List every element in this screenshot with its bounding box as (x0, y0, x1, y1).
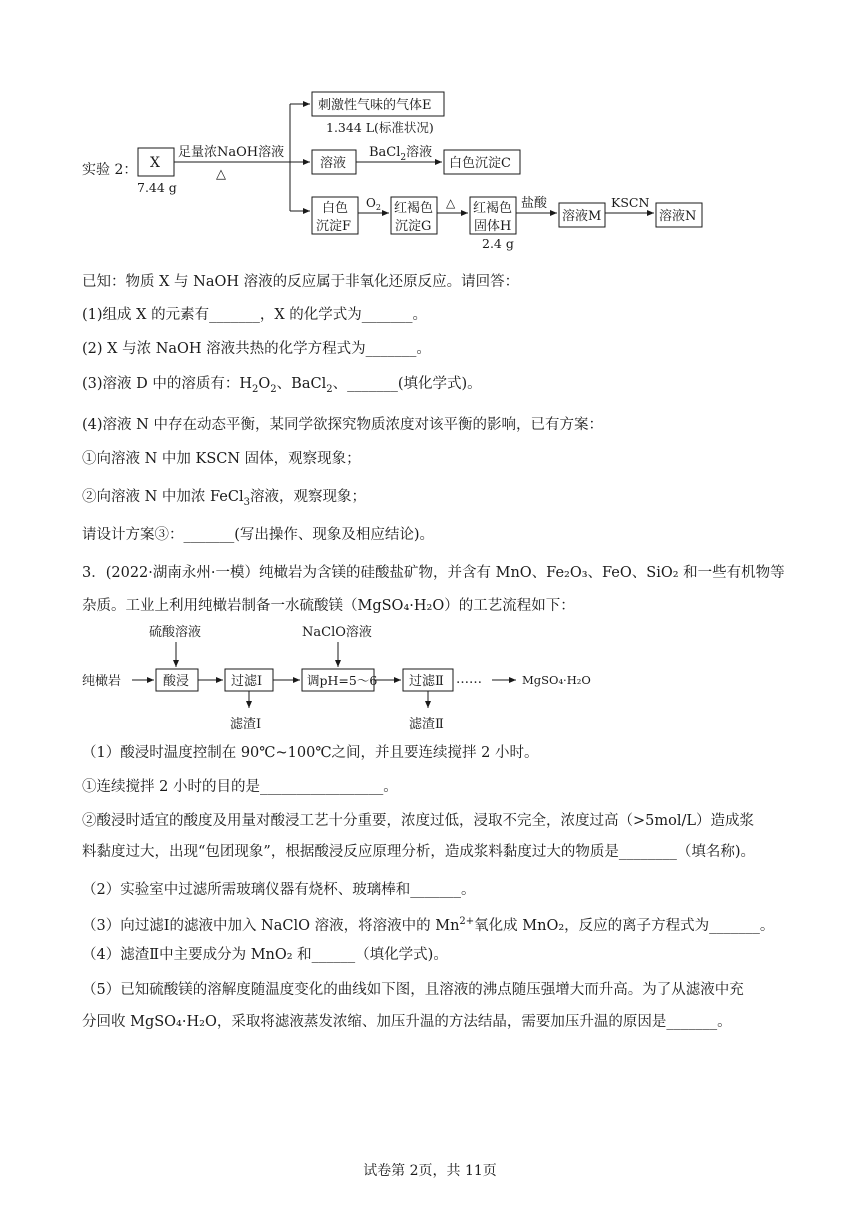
flow-filter1: 过滤Ⅰ (231, 674, 263, 689)
plan-2: ②向溶液 N 中加浓 FeCl$_3$溶液，观察现象； (82, 489, 366, 508)
flow-filter2: 过滤Ⅱ (409, 674, 444, 689)
sub-question-1a: ①连续搅拌 2 小时的目的是_________________。 (82, 779, 398, 795)
problem-3-line-2: 杂质。工业上利用纯橄岩制备一水硫酸镁（MgSO₄·H₂O）的工艺流程如下： (82, 598, 575, 614)
problem-3-line-1: 3．(2022·湖南永州·一模）纯橄岩为含镁的硅酸盐矿物，并含有 MnO、Fe₂O₃、FeO、SiO₂ 和一些有机物等 (82, 565, 785, 581)
gas-e-volume: 1.344 L(标准状况) (326, 120, 434, 135)
heat-symbol: △ (216, 167, 226, 182)
kscn-label: KSCN (611, 195, 650, 210)
h-line2: 固体H (474, 219, 512, 234)
question-4: (4)溶液 N 中存在动态平衡，某同学欲探究物质浓度对该平衡的影响，已有方案： (82, 417, 603, 433)
f-line1: 白色 (322, 201, 349, 216)
flow-leach: 酸浸 (163, 674, 190, 689)
question-2: (2) X 与浓 NaOH 溶液共热的化学方程式为_______。 (82, 341, 431, 357)
gas-e: 刺激性气味的气体E (318, 98, 432, 113)
flow-acid: 硫酸溶液 (149, 625, 202, 640)
g-line2: 沉淀G (395, 219, 432, 234)
g-line1: 红褐色 (394, 201, 434, 216)
flow-ph: 调pH=5～6 (307, 673, 378, 688)
flow-residue2: 滤渣Ⅱ (409, 717, 444, 732)
plan-3: 请设计方案③：_______(写出操作、现象及相应结论)。 (82, 527, 435, 543)
sub-question-2: （2）实验室中过滤所需玻璃仪器有烧杯、玻璃棒和_______。 (82, 882, 476, 898)
h-mass: 2.4 g (482, 236, 514, 251)
sub-question-1b-line2: 料黏度过大，出现“包团现象”，根据酸浸反应原理分析，造成浆料黏度过大的物质是________（填名称)。 (82, 844, 755, 860)
sub-question-1: （1）酸浸时温度控制在 90℃~100℃之间，并且要连续搅拌 2 小时。 (82, 745, 539, 761)
solution-m: 溶液M (562, 209, 602, 224)
flow-residue1: 滤渣Ⅰ (230, 717, 262, 732)
sub-question-1b-line1: ②酸浸时适宜的酸度及用量对酸浸工艺十分重要，浓度过低，浸取不完全，浓度过高（>5mol/L）造成浆 (82, 813, 755, 829)
f-line2: 沉淀F (316, 219, 352, 234)
known-statement: 已知：物质 X 与 NaOH 溶液的反应属于非氧化还原反应。请回答： (82, 274, 520, 290)
hcl-label: 盐酸 (521, 196, 548, 211)
reagent-naoh: 足量浓NaOH溶液 (178, 145, 285, 160)
page-footer: 试卷第 2页，共 11页 (363, 1163, 497, 1179)
h-line1: 红褐色 (473, 201, 513, 216)
flow-naclo: NaClO溶液 (302, 625, 372, 640)
sub-question-3: （3）向过滤Ⅰ的滤液中加入 NaClO 溶液，将溶液中的 $Mn^{2+}$氧化成 MnO₂，反应的离子方程式为_______。 (82, 916, 775, 934)
solution-label: 溶液 (320, 156, 347, 171)
bacl2-label: BaCl$_2$溶液 (369, 145, 433, 163)
sub-question-5-line2: 分回收 MgSO₄·H₂O，采取将滤液蒸发浓缩、加压升温的方法结晶，需要加压升温的原因是_______。 (82, 1014, 732, 1030)
question-1: (1)组成 X 的元素有_______，X 的化学式为_______。 (82, 307, 428, 323)
experiment-2-flowchart (0, 80, 860, 260)
question-3: (3)溶液 D 中的溶质有：$H_2O_2$、BaCl$_2$、_______(填化学式)。 (82, 376, 482, 395)
process-flowchart (0, 620, 860, 740)
flow-start: 纯橄岩 (82, 674, 122, 689)
flow-dots: …… (456, 672, 482, 687)
x-box-label: X (150, 155, 160, 171)
sub-question-4: （4）滤渣Ⅱ中主要成分为 MnO₂ 和______（填化学式)。 (82, 947, 448, 963)
heat-symbol-2: △ (446, 196, 456, 210)
flow-product: MgSO₄·H₂O (522, 673, 591, 687)
exp2-label: 实验 2： (82, 162, 138, 178)
white-precipitate-c: 白色沉淀C (449, 156, 511, 171)
plan-1: ①向溶液 N 中加 KSCN 固体，观察现象； (82, 451, 361, 467)
o2-label: $O_2$ (366, 196, 381, 212)
x-mass: 7.44 g (137, 180, 177, 195)
solution-n: 溶液N (659, 209, 697, 224)
sub-question-5-line1: （5）已知硫酸镁的溶解度随温度变化的曲线如下图，且溶液的沸点随压强增大而升高。为了从滤液中充 (82, 982, 744, 998)
